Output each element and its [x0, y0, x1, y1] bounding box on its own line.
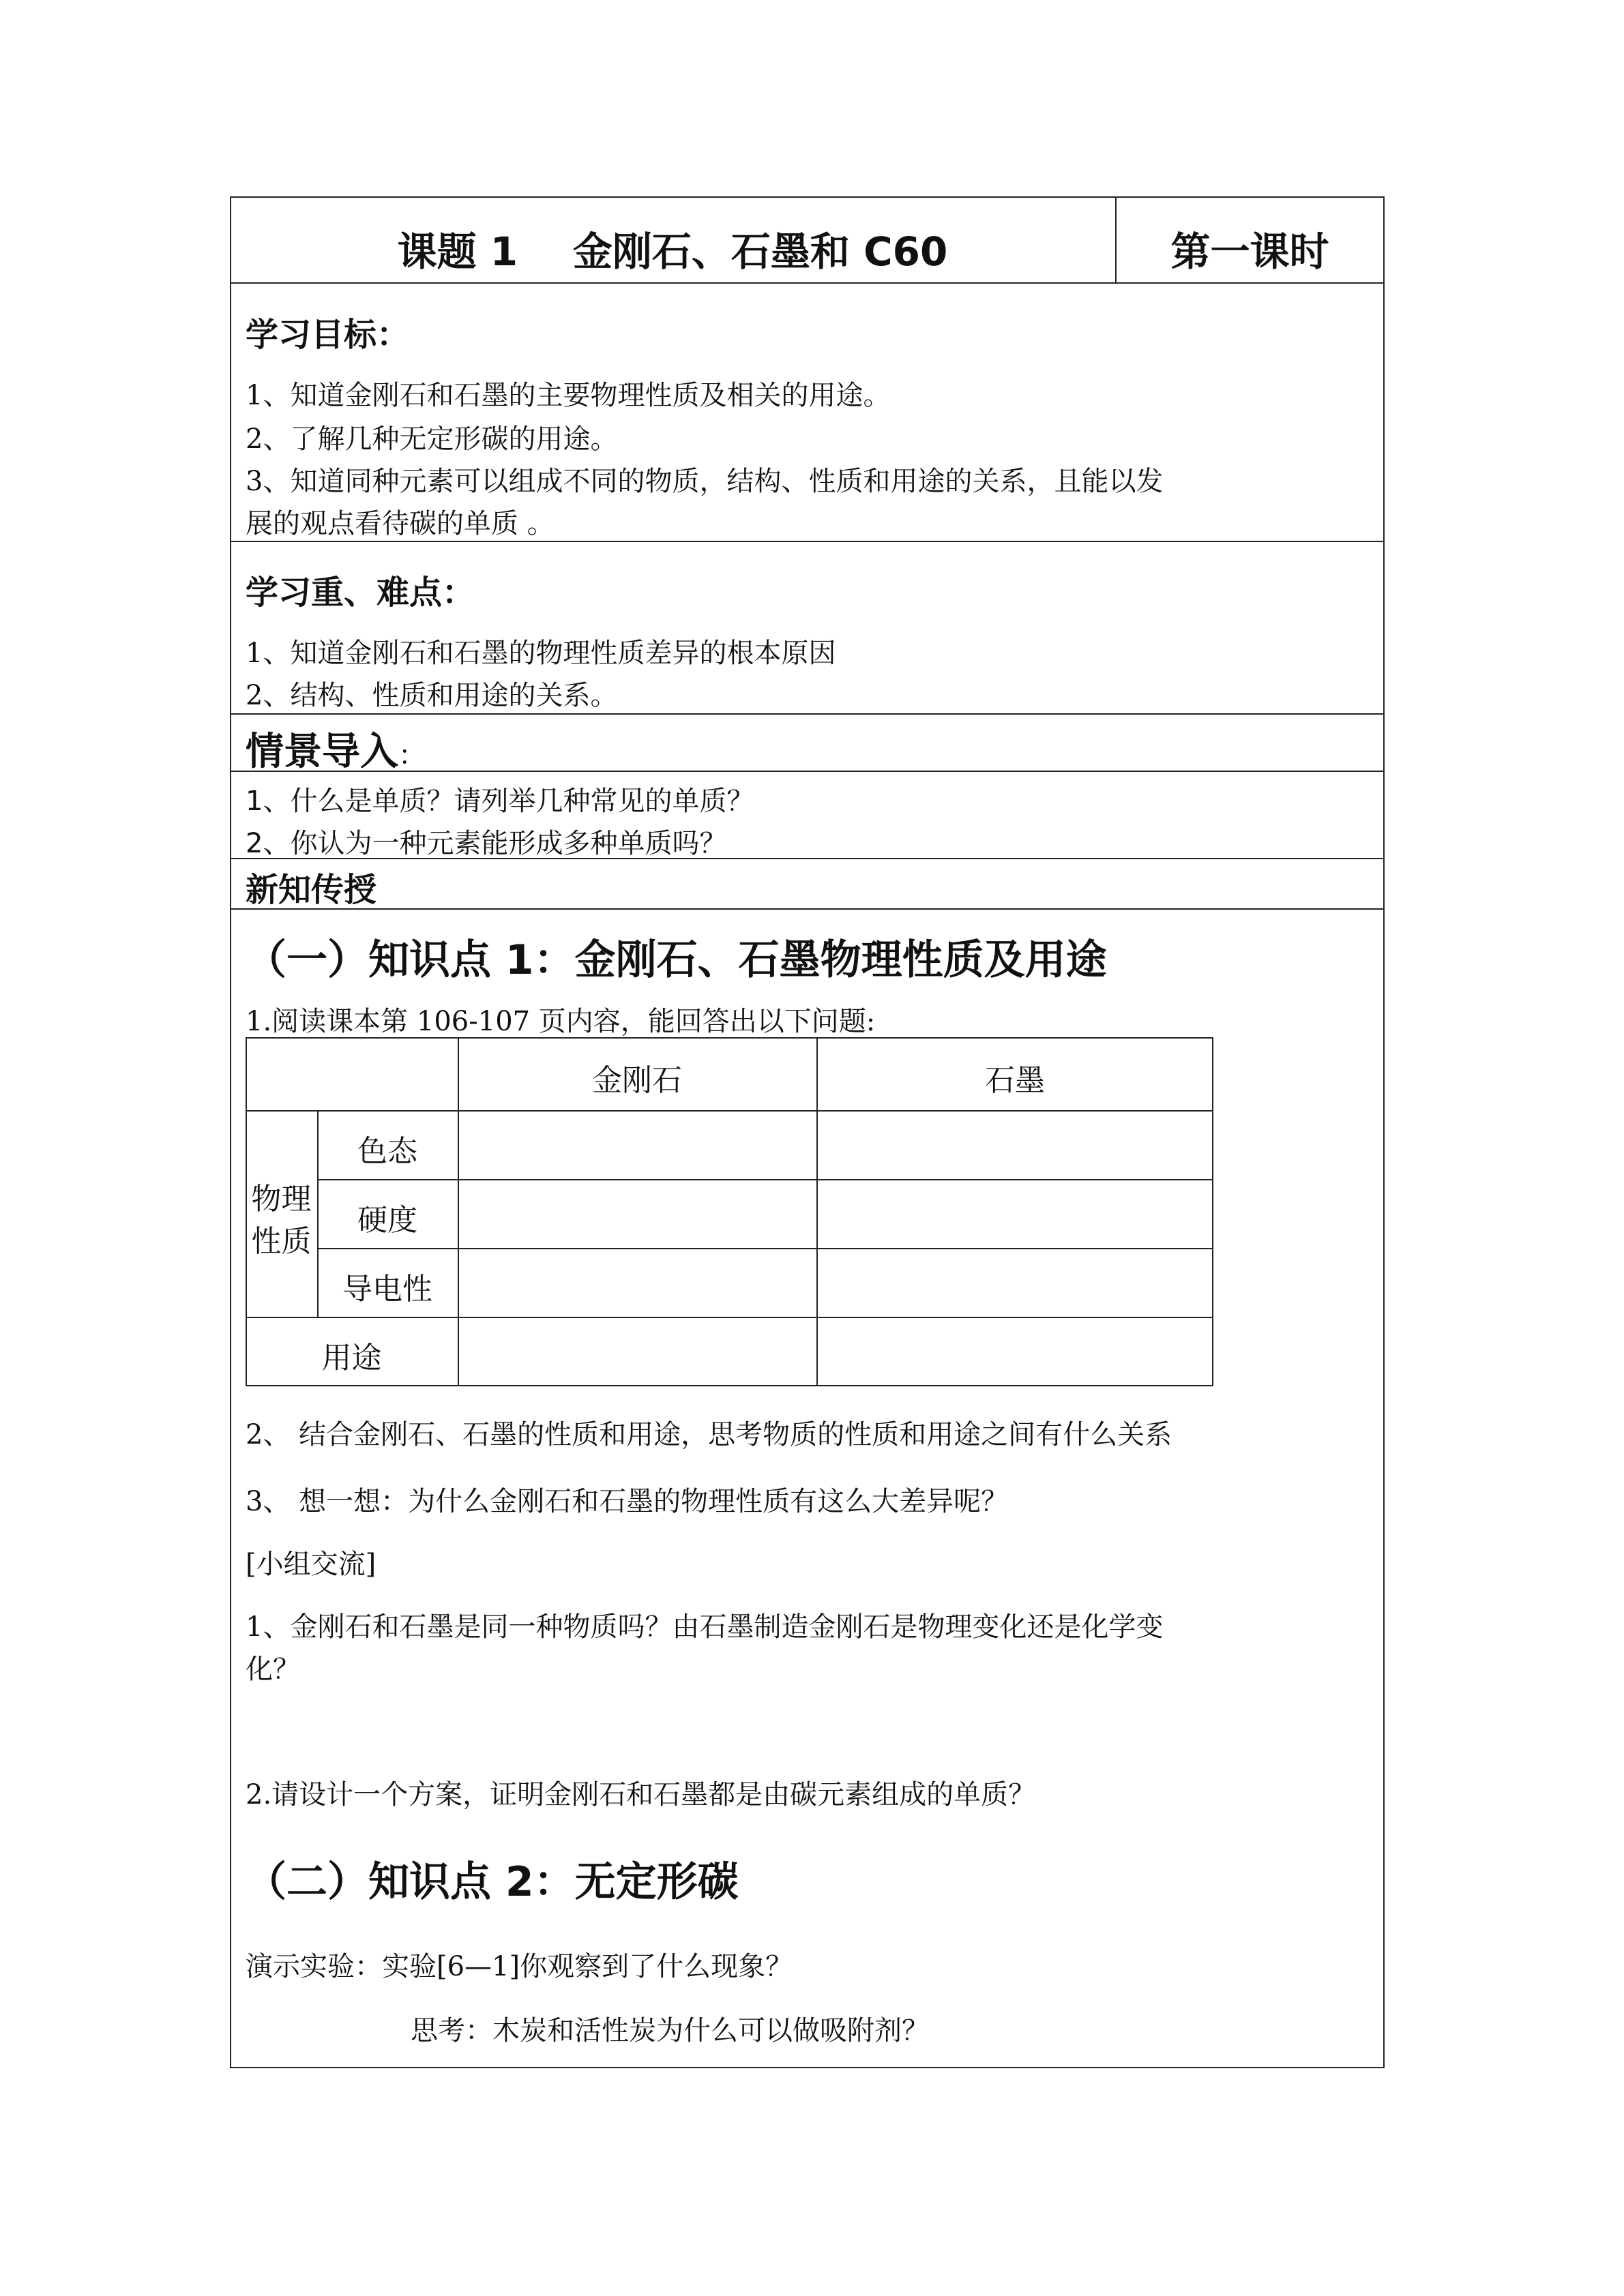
objectives-heading: 学习目标：	[246, 316, 410, 354]
objective-item: 3、知道同种元素可以组成不同的物质，结构、性质和用途的关系，且能以发	[246, 466, 1164, 497]
table-grid-line	[246, 1317, 1213, 1318]
table-row-label-conductivity: 导电性	[342, 1272, 432, 1307]
table-header-diamond: 金刚石	[592, 1063, 682, 1098]
table-group-label: 物理	[251, 1182, 312, 1217]
table-row-label-hardness: 硬度	[357, 1203, 417, 1238]
section1-instruction: 1.阅读课本第 106-107 页内容，能回答出以下问题:	[246, 1006, 876, 1037]
intro-heading: 情景导入	[246, 730, 398, 774]
intro-heading-colon: ：	[398, 740, 426, 771]
question-2: 2、 结合金刚石、石墨的性质和用途，思考物质的性质和用途之间有什么关系	[246, 1419, 1172, 1450]
table-grid-line	[317, 1179, 1213, 1180]
group-question-1: 1、金刚石和石墨是同一种物质吗？由石墨制造金刚石是物理变化还是化学变	[246, 1611, 1164, 1643]
objective-item: 2、了解几种无定形碳的用途。	[246, 423, 618, 455]
table-row-label-use: 用途	[321, 1341, 382, 1375]
table-group-label: 性质	[251, 1224, 312, 1259]
row-divider	[230, 858, 1385, 859]
table-row-label-color: 色态	[357, 1134, 417, 1169]
newknow-heading: 新知传授	[246, 871, 377, 909]
section1-heading: （一）知识点 1：金刚石、石墨物理性质及用途	[246, 936, 1107, 984]
group-question-2: 2.请设计一个方案，证明金刚石和石墨都是由碳元素组成的单质？	[246, 1779, 1036, 1810]
think-question: 思考：木炭和活性炭为什么可以做吸附剂？	[411, 2015, 929, 2046]
section2-heading: （二）知识点 2：无定形碳	[246, 1858, 739, 1906]
intro-item: 1、什么是单质？请列举几种常见的单质？	[246, 786, 754, 817]
intro-item: 2、你认为一种元素能形成多种单质吗？	[246, 828, 727, 859]
table-grid-line	[317, 1248, 1213, 1249]
keypoint-item: 2、结构、性质和用途的关系。	[246, 680, 618, 711]
demo-experiment: 演示实验：实验[6—1]你观察到了什么现象？	[246, 1951, 793, 1982]
question-3: 3、 想一想：为什么金刚石和石墨的物理性质有这么大差异呢？	[246, 1486, 1009, 1517]
table-grid-line	[246, 1110, 1213, 1112]
table-header-graphite: 石墨	[985, 1063, 1045, 1098]
keypoint-item: 1、知道金刚石和石墨的物理性质差异的根本原因	[246, 638, 836, 669]
objective-item: 1、知道金刚石和石墨的主要物理性质及相关的用途。	[246, 380, 891, 411]
lesson-period: 第一课时	[1170, 228, 1329, 275]
objective-item: 展的观点看待碳的单质 。	[246, 508, 555, 539]
row-divider	[230, 541, 1385, 542]
lesson-title: 课题 1 金刚石、石墨和 C60	[397, 228, 948, 275]
row-divider	[230, 713, 1385, 715]
row-divider	[230, 908, 1385, 910]
keypoints-heading: 学习重、难点：	[246, 573, 475, 612]
group-discussion-label: [小组交流]	[246, 1549, 377, 1580]
row-divider	[230, 771, 1385, 772]
group-question-1-cont: 化？	[246, 1654, 300, 1685]
row-divider	[230, 282, 1385, 284]
intro-heading-row	[246, 721, 426, 776]
